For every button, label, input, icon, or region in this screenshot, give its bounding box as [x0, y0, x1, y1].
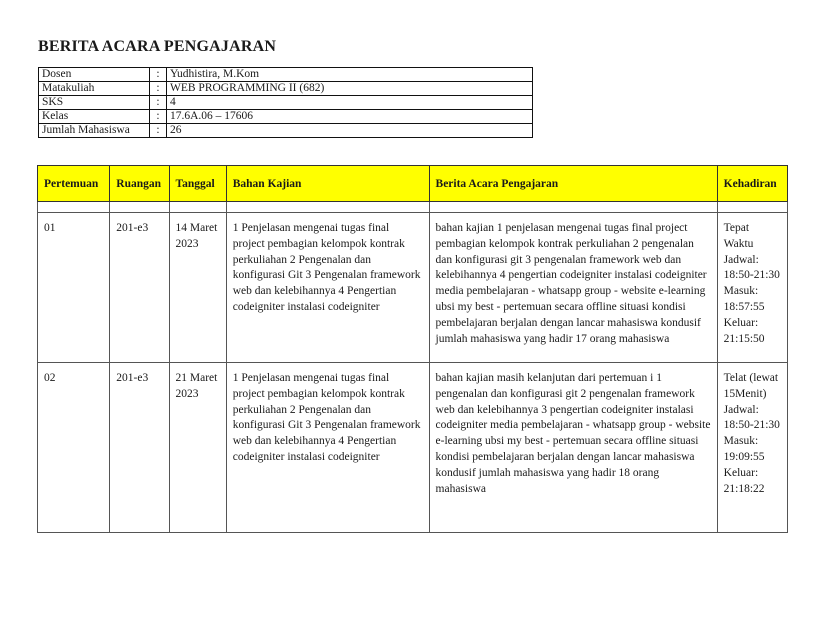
cell-bahan-kajian: 1 Penjelasan mengenai tugas final project pembagian kelompok kontrak perkuliahan 2 Pengenalan dan konfigurasi Git 3 Pengenalan framework web dan kelebihannya 4 Pengertian codeigniter instalasi codeigniter — [226, 213, 429, 363]
info-separator: : — [150, 68, 167, 82]
spacer-cell — [110, 202, 169, 213]
cell-tanggal: 21 Maret 2023 — [169, 363, 226, 533]
info-value: Yudhistira, M.Kom — [167, 68, 533, 82]
info-value: 4 — [167, 96, 533, 110]
info-label: Matakuliah — [39, 82, 150, 96]
table-row — [38, 363, 788, 533]
cell-berita-acara: bahan kajian 1 penjelasan mengenai tugas final project pembagian kelompok kontrak perkuliahan 2 pengenalan dan konfigurasi git 3 pengenalan framework web dan kelebihannya 4 pengertian codeigniter instalasi codeigniter media pembelajaran - whatsapp group - website e-learning ubsi my best - pertemuan secara offline situasi kondisi pembelajaran berjalan dengan lancar mahasiswa kondusif jumlah mahasiswa yang hadir 17 orang mahasiswa — [429, 213, 717, 363]
cell-pertemuan: 02 — [38, 363, 110, 533]
table-row — [38, 213, 788, 363]
header-tanggal: Tanggal — [169, 166, 226, 202]
spacer-cell — [429, 202, 717, 213]
info-separator: : — [150, 124, 167, 138]
header-pertemuan: Pertemuan — [38, 166, 110, 202]
spacer-cell — [169, 202, 226, 213]
header-kehadiran: Kehadiran — [717, 166, 787, 202]
header-bahan-kajian: Bahan Kajian — [226, 166, 429, 202]
info-row-jumlah-mahasiswa — [39, 124, 533, 138]
info-label: Kelas — [39, 110, 150, 124]
spacer-cell — [38, 202, 110, 213]
info-separator: : — [150, 96, 167, 110]
cell-pertemuan: 01 — [38, 213, 110, 363]
info-value: WEB PROGRAMMING II (682) — [167, 82, 533, 96]
info-label: SKS — [39, 96, 150, 110]
info-row-dosen — [39, 68, 533, 82]
spacer-cell — [226, 202, 429, 213]
info-label: Jumlah Mahasiswa — [39, 124, 150, 138]
info-value: 26 — [167, 124, 533, 138]
document-title: BERITA ACARA PENGAJARAN — [38, 38, 277, 55]
cell-kehadiran: Tepat Waktu Jadwal: 18:50-21:30 Masuk: 18:57:55 Keluar: 21:15:50 — [717, 213, 787, 363]
cell-berita-acara: bahan kajian masih kelanjutan dari pertemuan i 1 pengenalan dan konfigurasi git 2 pengenalan framework web dan kelebihannya 3 pengertian codeigniter instalasi codeigniter media pembelajaran - whatsapp group - website e-learning ubsi my best - pertemuan secara offline situasi kondisi pembelajaran berjalan dengan lancar mahasiswa kondusif jumlah mahasiswa yang hadir 18 orang mahasiswa — [429, 363, 717, 533]
spacer-cell — [717, 202, 787, 213]
info-value: 17.6A.06 – 17606 — [167, 110, 533, 124]
header-ruangan: Ruangan — [110, 166, 169, 202]
info-separator: : — [150, 82, 167, 96]
info-label: Dosen — [39, 68, 150, 82]
table-header-row — [38, 166, 788, 202]
table-spacer-row — [38, 202, 788, 213]
course-info-table — [38, 67, 533, 138]
info-row-kelas — [39, 110, 533, 124]
info-separator: : — [150, 110, 167, 124]
cell-ruangan: 201-e3 — [110, 363, 169, 533]
cell-tanggal: 14 Maret 2023 — [169, 213, 226, 363]
teaching-log-table — [37, 165, 788, 533]
info-row-matakuliah — [39, 82, 533, 96]
cell-bahan-kajian: 1 Penjelasan mengenai tugas final project pembagian kelompok kontrak perkuliahan 2 Pengenalan dan konfigurasi Git 3 Pengenalan framework web dan kelebihannya 4 Pengertian codeigniter instalasi codeigniter — [226, 363, 429, 533]
cell-kehadiran: Telat (lewat 15Menit) Jadwal: 18:50-21:30 Masuk: 19:09:55 Keluar: 21:18:22 — [717, 363, 787, 533]
header-berita-acara: Berita Acara Pengajaran — [429, 166, 717, 202]
cell-ruangan: 201-e3 — [110, 213, 169, 363]
info-row-sks — [39, 96, 533, 110]
